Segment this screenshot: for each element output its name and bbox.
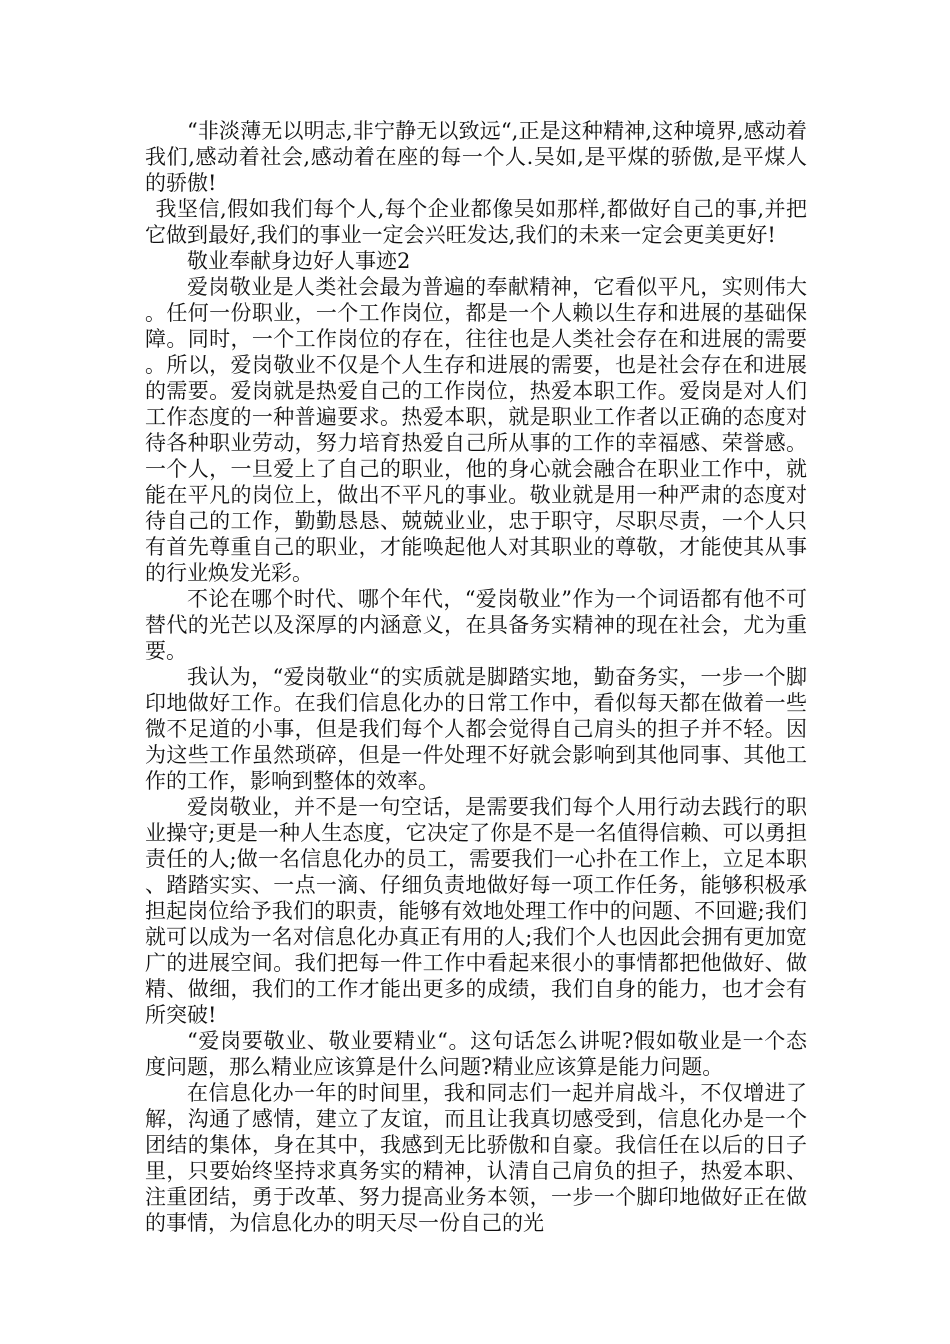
paragraph-1: “非淡薄无以明志,非宁静无以致远“,正是这种精神,这种境界,感动着我们,感动着社会,感动着在座的每一个人.吴如,是平煤的骄傲,是平煤人的骄傲! xyxy=(145,119,807,195)
paragraph-3: 爱岗敬业是人类社会最为普遍的奉献精神，它看似平凡，实则伟大。任何一份职业，一个工作岗位，都是一个人赖以生存和进展的基础保障。同时，一个工作岗位的存在，往往也是人类社会存在和进展的需要。所以，爱岗敬业不仅是个人生存和进展的需要，也是社会存在和进展的需要。爱岗就是热爱自己的工作岗位，热爱本职工作。爱岗是对人们工作态度的一种普遍要求。热爱本职，就是职业工作者以正确的态度对待各种职业劳动，努力培育热爱自己所从事的工作的幸福感、荣誉感。一个人，一旦爱上了自己的职业，他的身心就会融合在职业工作中，就能在平凡的岗位上，做出不平凡的事业。敬业就是用一种严肃的态度对待自己的工作，勤勤恳恳、兢兢业业，忠于职守，尽职尽责，一个人只有首先尊重自己的职业，才能唤起他人对其职业的尊敬，才能使其从事的行业焕发光彩。 xyxy=(145,275,807,585)
paragraph-2: 我坚信,假如我们每个人,每个企业都像吴如那样,都做好自己的事,并把它做到最好,我们的事业一定会兴旺发达,我们的未来一定会更美更好! xyxy=(145,197,807,247)
paragraph-4: 不论在哪个时代、哪个年代，“爱岗敬业”作为一个词语都有他不可替代的光芒以及深厚的内涵意义，在具备务实精神的现在社会，尤为重要。 xyxy=(145,587,807,663)
paragraph-5: 我认为，“爱岗敬业“的实质就是脚踏实地，勤奋务实，一步一个脚印地做好工作。在我们信息化办的日常工作中，看似每天都在做着一些微不足道的小事，但是我们每个人都会觉得自己肩头的担子并不轻。因为这些工作虽然琐碎，但是一件处理不好就会影响到其他同事、其他工作的工作，影响到整体的效率。 xyxy=(145,665,807,793)
document-body xyxy=(145,118,807,1236)
section-heading: 敬业奉献身边好人事迹2 xyxy=(187,249,411,273)
paragraph-7: “爱岗要敬业、敬业要精业“。这句话怎么讲呢?假如敬业是一个态度问题，那么精业应该算是什么问题?精业应该算是能力问题。 xyxy=(145,1029,807,1079)
paragraph-8: 在信息化办一年的时间里，我和同志们一起并肩战斗，不仅增进了解，沟通了感情，建立了友谊，而且让我真切感受到，信息化办是一个团结的集体，身在其中，我感到无比骄傲和自豪。我信任在以后的日子里，只要始终坚持求真务实的精神，认清自己肩负的担子，热爱本职、注重团结，勇于改革、努力提高业务本领，一步一个脚印地做好正在做的事情，为信息化办的明天尽一份自己的光 xyxy=(145,1081,807,1235)
paragraph-6: 爱岗敬业，并不是一句空话，是需要我们每个人用行动去践行的职业操守;更是一种人生态度，它决定了你是不是一名值得信赖、可以勇担责任的人;做一名信息化办的员工，需要我们一心扑在工作上，立足本职、踏踏实实、一点一滴、仔细负责地做好每一项工作任务，能够积极承担起岗位给予我们的职责，能够有效地处理工作中的问题、不回避;我们就可以成为一名对信息化办真正有用的人;我们个人也因此会拥有更加宽广的进展空间。我们把每一件工作中看起来很小的事情都把他做好、做精、做细，我们的工作才能出更多的成绩，我们自身的能力，也才会有所突破! xyxy=(145,795,807,1027)
